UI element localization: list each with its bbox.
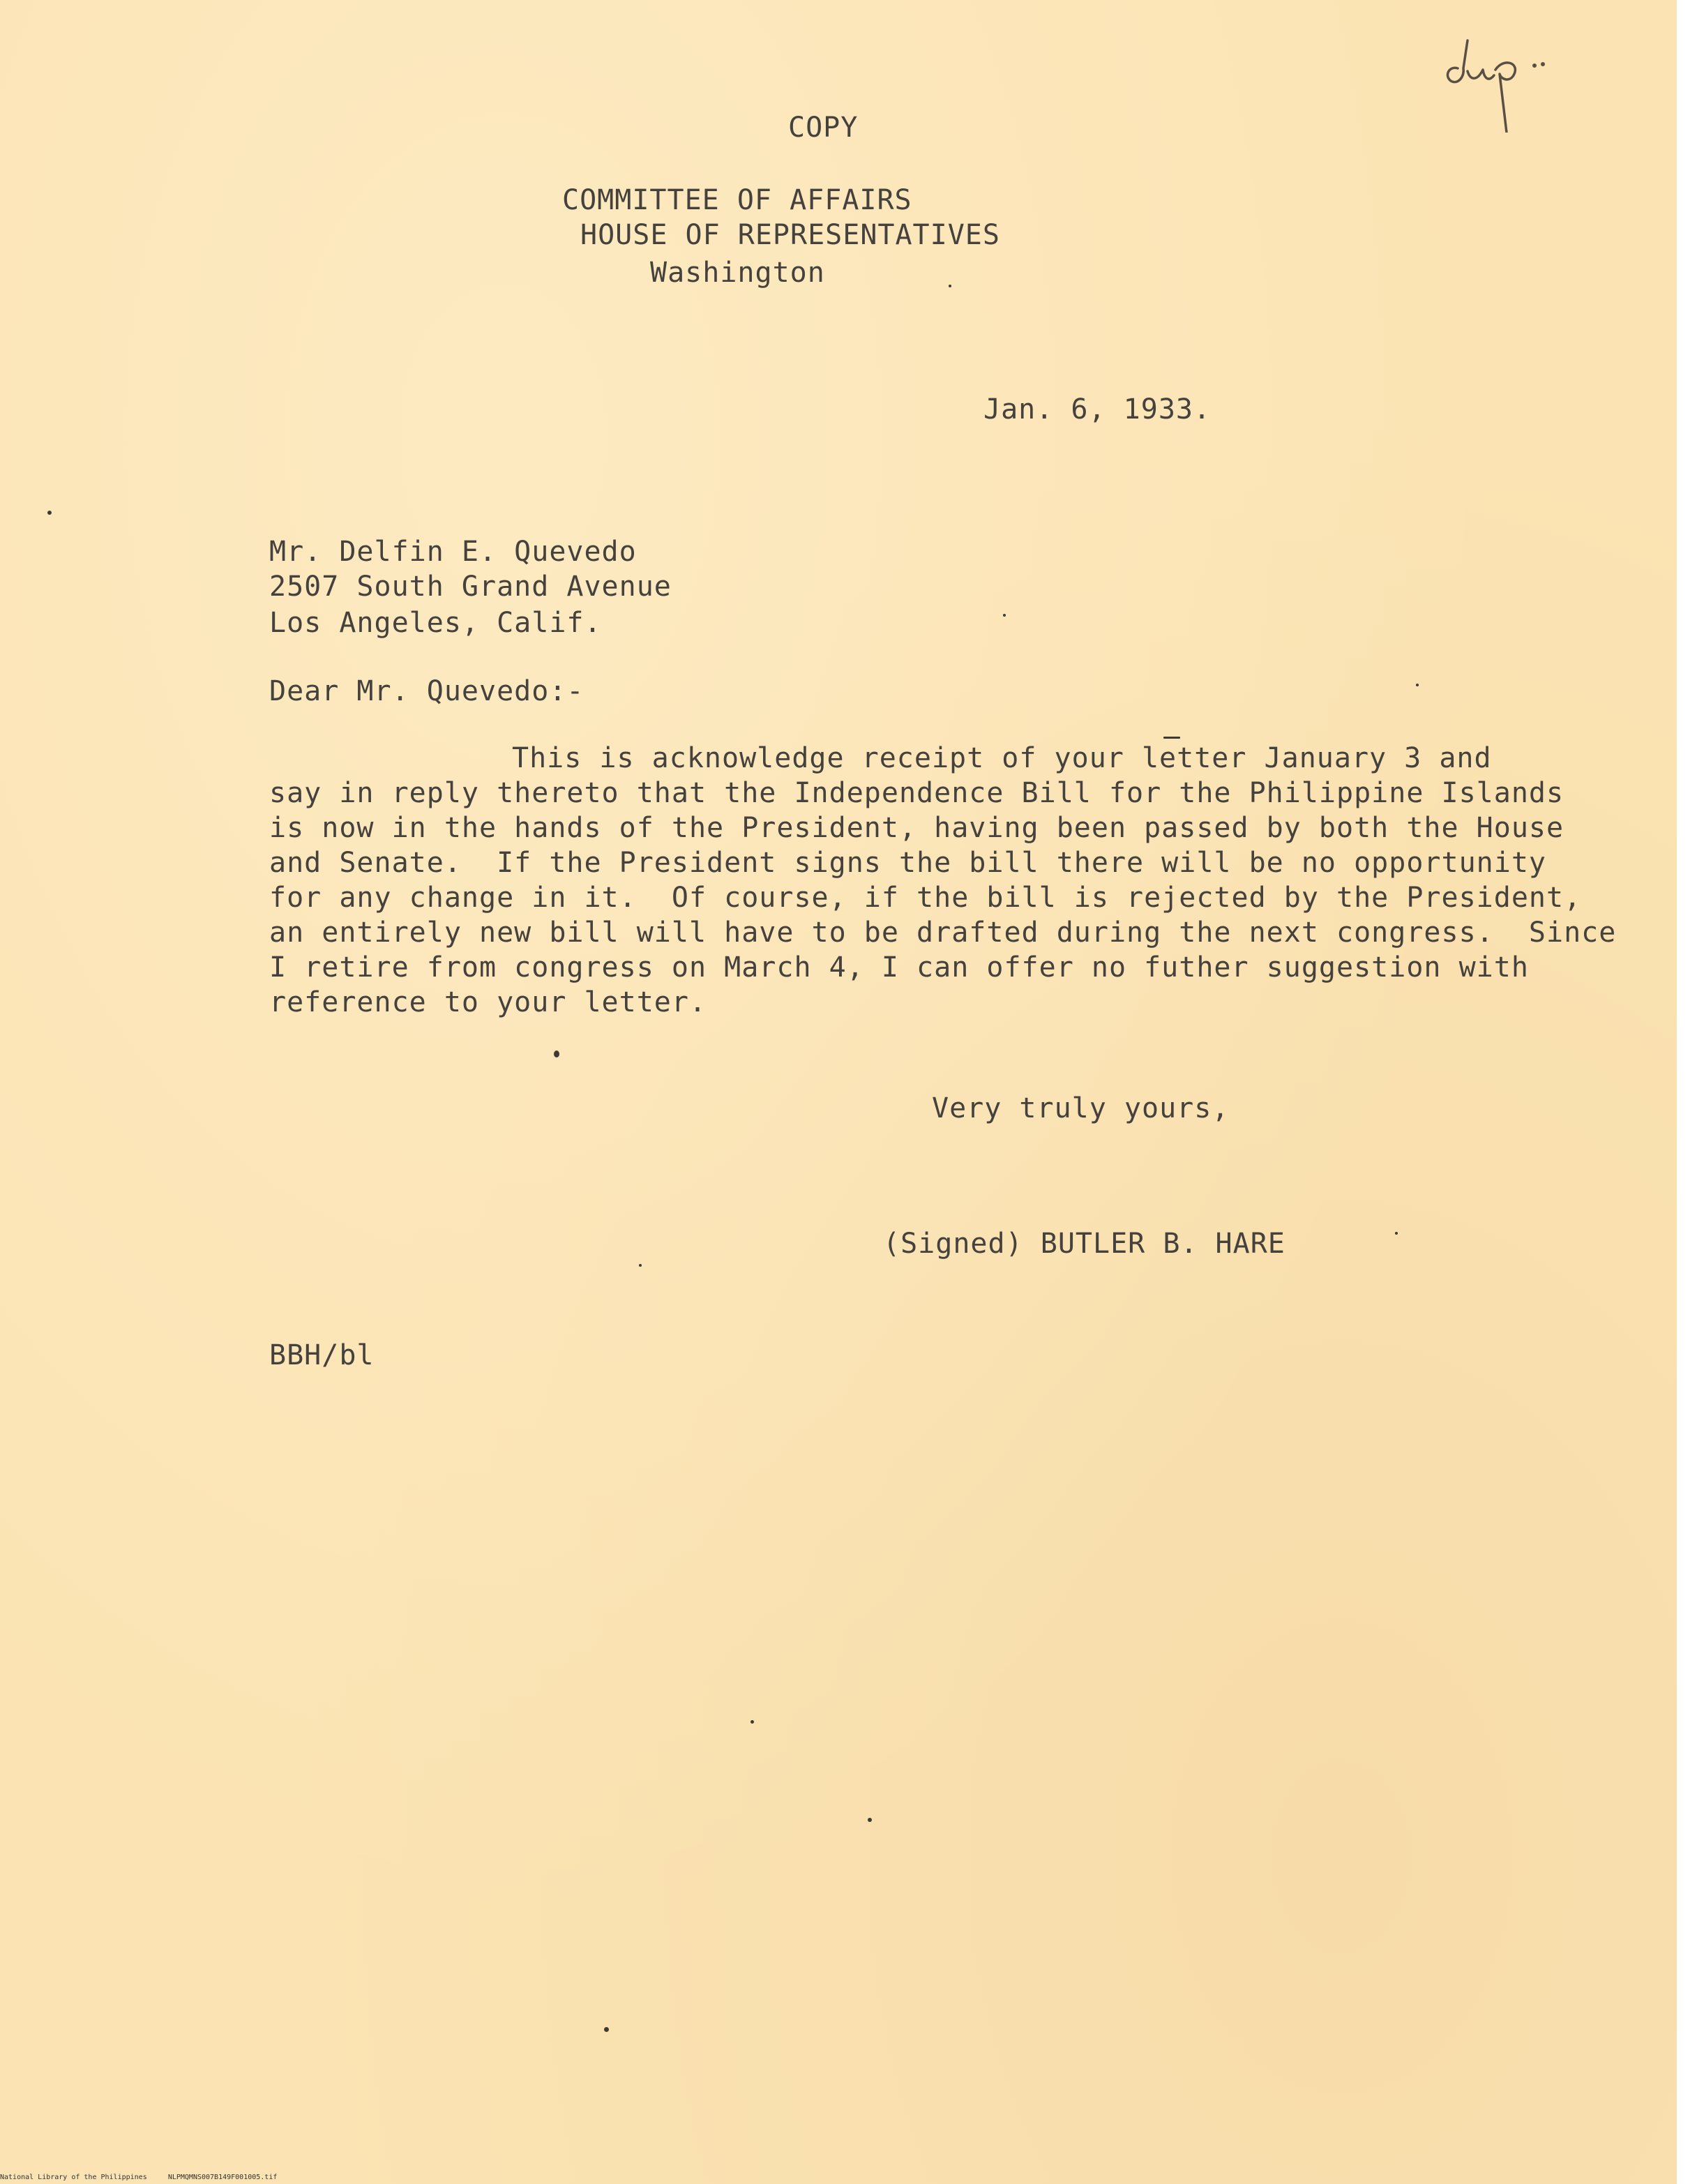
recipient-city: Los Angeles, Calif. — [269, 607, 602, 639]
recipient-street: 2507 South Grand Avenue — [269, 571, 672, 603]
letterhead-city: Washington — [650, 257, 825, 289]
paper-speck — [639, 1264, 642, 1267]
letter-body — [269, 741, 1636, 1020]
paper-speck — [1416, 684, 1419, 686]
paper-speck — [47, 511, 52, 515]
letter-date: Jan. 6, 1933. — [983, 393, 1212, 425]
copy-label: COPY — [788, 112, 859, 144]
reference-initials: BBH/bl — [269, 1339, 375, 1371]
paper-speck — [554, 1050, 559, 1057]
paper-speck — [751, 1720, 754, 1724]
recipient-name: Mr. Delfin E. Quevedo — [269, 536, 637, 568]
body-line: I retire from congress on March 4, I can offer no futher suggestion with — [269, 951, 1529, 984]
scan-margin — [1677, 0, 1697, 2184]
paper-speck — [1163, 737, 1180, 739]
letterhead-committee: COMMITTEE OF AFFAIRS — [562, 184, 912, 216]
paper-speck — [949, 285, 951, 287]
handwritten-annotation — [1437, 14, 1569, 133]
salutation: Dear Mr. Quevedo:- — [269, 675, 584, 707]
body-line: and Senate. If the President signs the bill there will be no opportunity — [269, 847, 1546, 879]
body-line: an entirely new bill will have to be drafted during the next congress. Since — [269, 917, 1617, 949]
paper-speck — [604, 2027, 609, 2032]
body-line: is now in the hands of the President, having been passed by both the House — [269, 812, 1564, 844]
paper-speck — [1003, 614, 1006, 617]
closing: Very truly yours, — [932, 1092, 1230, 1124]
body-line: say in reply thereto that the Independence Bill for the Philippine Islands — [269, 777, 1564, 809]
letterhead-house: HOUSE OF REPRESENTATIVES — [580, 219, 1000, 251]
paper-speck — [868, 1818, 872, 1822]
paper-speck — [1395, 1232, 1398, 1235]
body-line: This is acknowledge receipt of your letter January 3 and — [512, 742, 1492, 774]
body-line: for any change in it. Of course, if the bill is rejected by the President, — [269, 882, 1582, 914]
signature-line: (Signed) BUTLER B. HARE — [883, 1228, 1285, 1260]
scan-footer: National Library of the Philippines NLPMQMNS007B149F001005.tif — [0, 2174, 278, 2181]
body-line: reference to your letter. — [269, 986, 707, 1018]
